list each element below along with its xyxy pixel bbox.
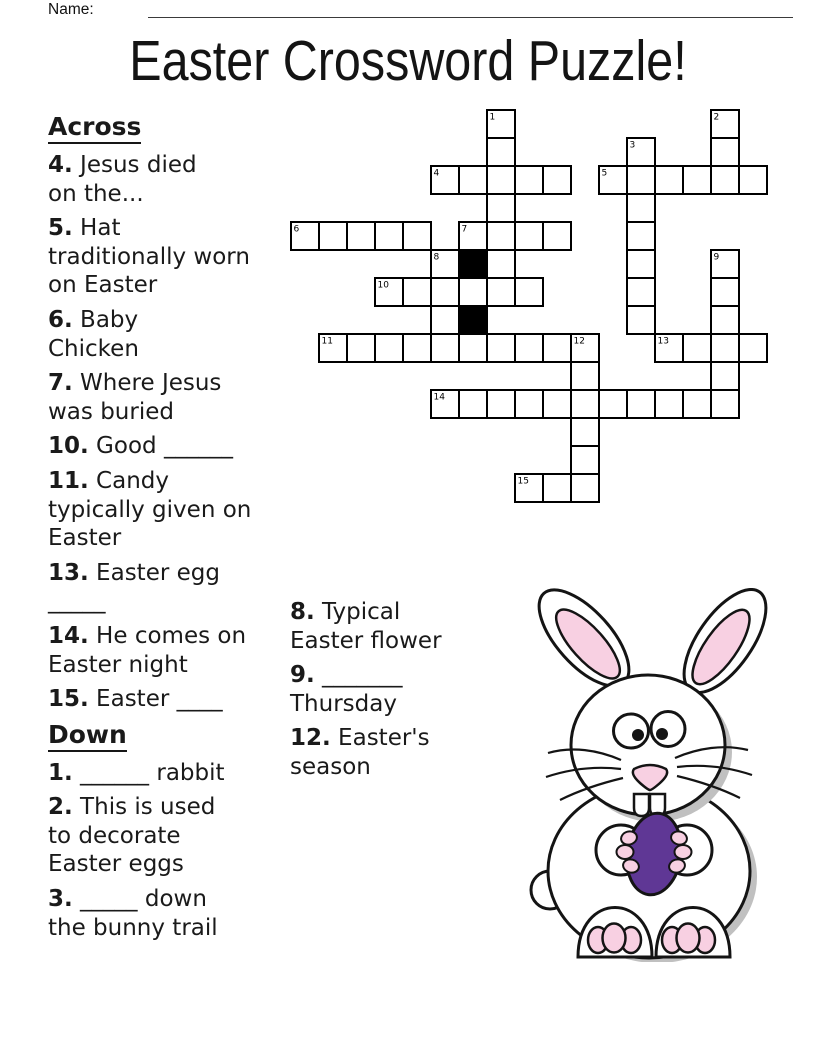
down-heading: Down xyxy=(48,720,298,752)
clue-number: 5. xyxy=(48,215,73,242)
grid-cell[interactable] xyxy=(487,250,515,278)
down-clue-list-middle xyxy=(290,598,500,782)
name-input-line[interactable] xyxy=(148,1,793,18)
grid-cell[interactable] xyxy=(711,306,739,334)
across-heading: Across xyxy=(48,112,298,144)
across-clue-list xyxy=(48,151,298,714)
clue: 9. _______ Thursday xyxy=(290,662,403,717)
grid-cell[interactable] xyxy=(739,334,767,362)
grid-cell-number: 1 xyxy=(489,112,496,123)
grid-cell[interactable] xyxy=(711,138,739,166)
clue-number: 9. xyxy=(290,662,315,689)
grid-cell[interactable] xyxy=(571,418,599,446)
grid-cell[interactable] xyxy=(431,278,459,306)
clue: 10. Good ______ xyxy=(48,433,233,460)
grid-cell[interactable] xyxy=(487,334,515,362)
grid-cell-number: 3 xyxy=(629,140,636,151)
grid-cell[interactable] xyxy=(627,306,655,334)
grid-cell[interactable] xyxy=(431,334,459,362)
grid-cell-number: 2 xyxy=(713,112,720,123)
grid-cell[interactable] xyxy=(543,390,571,418)
grid-cell-number: 6 xyxy=(293,224,300,235)
grid-cell[interactable] xyxy=(515,166,543,194)
clue-number: 11. xyxy=(48,467,89,494)
clue-number: 15. xyxy=(48,686,89,713)
grid-cell[interactable] xyxy=(459,334,487,362)
clue-number: 4. xyxy=(48,152,73,178)
grid-cell[interactable] xyxy=(599,390,627,418)
clue-number: 3. xyxy=(48,886,73,913)
grid-cell-number: 10 xyxy=(377,280,389,291)
grid-cell[interactable] xyxy=(319,222,347,250)
grid-cell[interactable] xyxy=(347,334,375,362)
clue-number: 14. xyxy=(48,622,89,649)
page-title: Easter Crossword Puzzle! xyxy=(129,29,687,93)
grid-cell[interactable] xyxy=(627,278,655,306)
bunny-left-pupil xyxy=(632,729,644,741)
clue-number: 12. xyxy=(290,725,331,752)
grid-cell[interactable] xyxy=(571,362,599,390)
grid-cell[interactable] xyxy=(627,194,655,222)
grid-cell[interactable] xyxy=(571,474,599,502)
grid-cell-number: 5 xyxy=(601,168,608,179)
clue-number: 1. xyxy=(48,759,73,786)
clue: 1. ______ rabbit xyxy=(48,759,225,786)
grid-cell[interactable] xyxy=(711,166,739,194)
grid-cell-number: 11 xyxy=(321,336,333,347)
grid-cell[interactable] xyxy=(375,334,403,362)
grid-cell[interactable] xyxy=(515,278,543,306)
clues-middle-column xyxy=(290,598,500,788)
grid-cell-number: 15 xyxy=(517,476,529,487)
grid-cell[interactable] xyxy=(711,390,739,418)
clue: 3. _____ down the bunny trail xyxy=(48,886,218,941)
grid-cell[interactable] xyxy=(655,390,683,418)
grid-cell-number: 13 xyxy=(657,336,669,347)
grid-cell-number: 4 xyxy=(433,168,440,179)
grid-cell[interactable] xyxy=(683,166,711,194)
grid-cell[interactable] xyxy=(711,278,739,306)
grid-cell[interactable] xyxy=(515,390,543,418)
clue: 14. He comes on Easter night xyxy=(48,622,247,678)
clue: 5. Hat traditionally worn on Easter xyxy=(48,215,250,299)
grid-cell[interactable] xyxy=(487,138,515,166)
grid-black-cell xyxy=(459,306,487,334)
bunny-right-eye xyxy=(651,712,685,747)
grid-cell[interactable] xyxy=(711,334,739,362)
grid-cell-number: 12 xyxy=(573,336,585,347)
bunny-right-pupil xyxy=(656,728,668,740)
grid-cell[interactable] xyxy=(403,278,431,306)
clue: 11. Candy typically given on Easter xyxy=(48,467,252,552)
easter-bunny-illustration xyxy=(528,588,770,962)
name-row xyxy=(48,1,94,19)
grid-cell[interactable] xyxy=(543,334,571,362)
bunny-left-eye xyxy=(614,714,649,748)
down-clue-list-left xyxy=(48,759,298,943)
grid-cell[interactable] xyxy=(431,306,459,334)
clue-number: 13. xyxy=(48,559,89,586)
grid-cell[interactable] xyxy=(711,362,739,390)
clue: 15. Easter ____ xyxy=(48,686,223,713)
clue: 4. Jesus died on the... xyxy=(48,152,197,207)
grid-cell[interactable] xyxy=(683,390,711,418)
clues-left-column xyxy=(48,112,298,948)
clue: 6. Baby Chicken xyxy=(48,306,139,362)
grid-cell-number: 8 xyxy=(433,252,440,263)
crossword-grid[interactable] xyxy=(289,108,769,504)
grid-cell[interactable] xyxy=(571,446,599,474)
clue-number: 10. xyxy=(48,433,89,460)
grid-cell[interactable] xyxy=(739,166,767,194)
grid-cell[interactable] xyxy=(459,278,487,306)
grid-cell[interactable] xyxy=(487,390,515,418)
clue: 7. Where Jesus was buried xyxy=(48,370,222,425)
grid-cell[interactable] xyxy=(459,166,487,194)
grid-cell[interactable] xyxy=(543,166,571,194)
grid-cell[interactable] xyxy=(487,194,515,222)
grid-cell[interactable] xyxy=(543,474,571,502)
clue: 8. Typical Easter flower xyxy=(290,599,442,654)
name-label: Name: xyxy=(48,1,94,18)
grid-cell[interactable] xyxy=(655,166,683,194)
clue-number: 7. xyxy=(48,370,73,397)
clue-number: 8. xyxy=(290,599,315,625)
clue: 13. Easter egg _____ xyxy=(48,559,220,615)
grid-cell[interactable] xyxy=(571,390,599,418)
grid-cell[interactable] xyxy=(375,222,403,250)
grid-cell[interactable] xyxy=(683,334,711,362)
clue: 2. This is used to decorate Easter eggs xyxy=(48,794,216,878)
clue-number: 2. xyxy=(48,794,73,821)
grid-cell[interactable] xyxy=(487,222,515,250)
grid-cell[interactable] xyxy=(403,334,431,362)
grid-cell[interactable] xyxy=(627,250,655,278)
grid-cell[interactable] xyxy=(543,222,571,250)
grid-cell[interactable] xyxy=(627,390,655,418)
grid-cell[interactable] xyxy=(487,278,515,306)
grid-cell[interactable] xyxy=(515,222,543,250)
grid-cell-number: 14 xyxy=(433,392,445,403)
grid-cell[interactable] xyxy=(627,222,655,250)
grid-cell[interactable] xyxy=(459,390,487,418)
grid-cell-number: 7 xyxy=(461,224,468,235)
grid-cell-number: 9 xyxy=(713,252,720,263)
grid-cell[interactable] xyxy=(487,166,515,194)
clue: 12. Easter's season xyxy=(290,725,430,780)
grid-cell[interactable] xyxy=(347,222,375,250)
grid-black-cell xyxy=(459,250,487,278)
grid-cell[interactable] xyxy=(515,334,543,362)
grid-cell[interactable] xyxy=(627,166,655,194)
grid-cell[interactable] xyxy=(403,222,431,250)
clue-number: 6. xyxy=(48,306,73,333)
